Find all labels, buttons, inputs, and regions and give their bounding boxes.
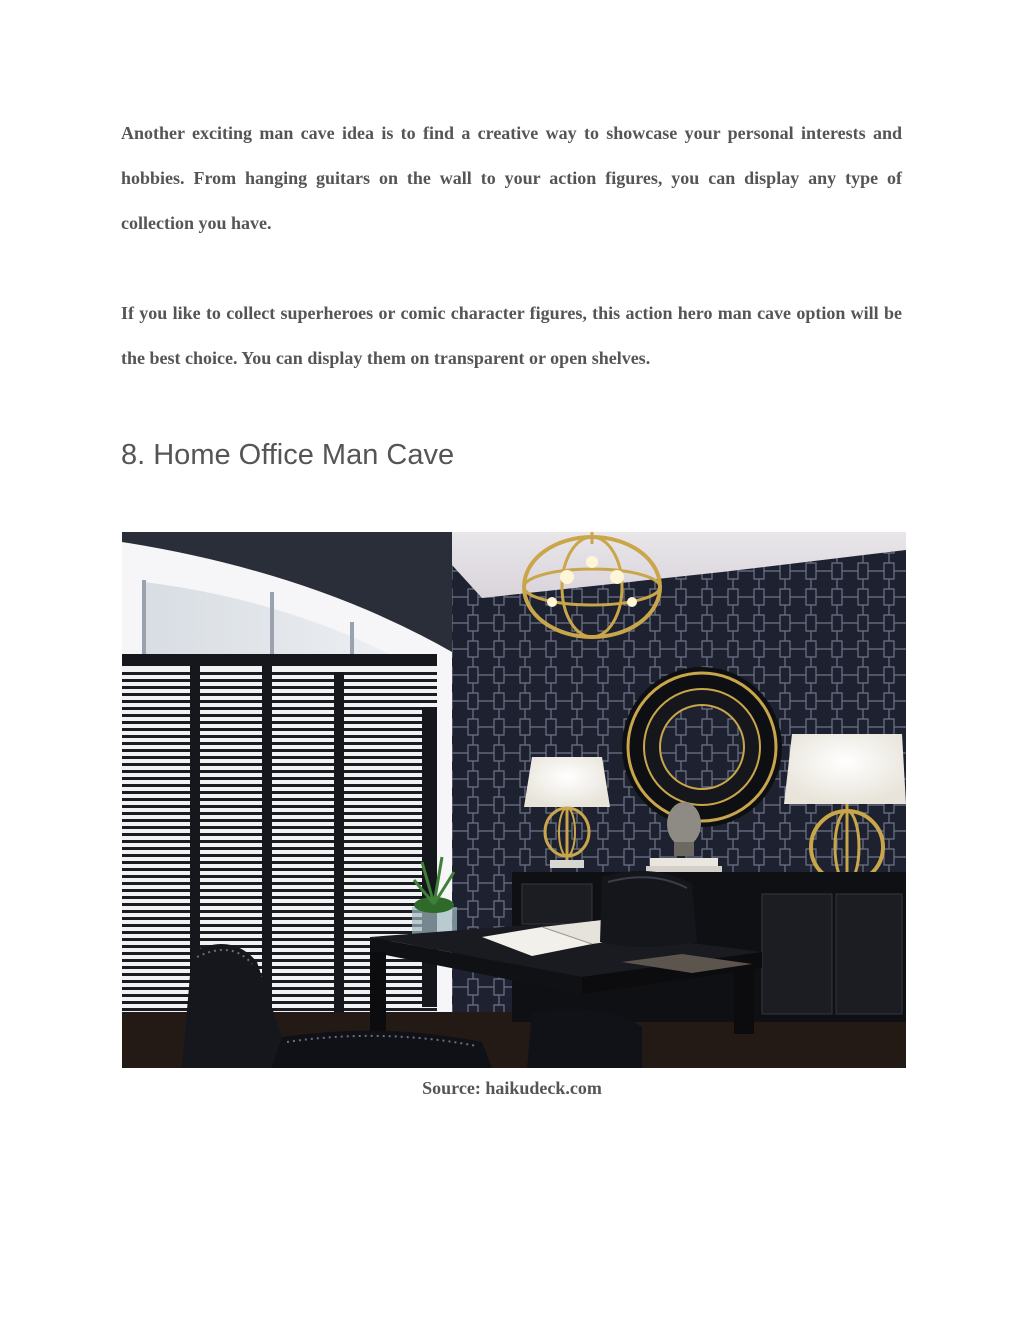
- section-heading: 8. Home Office Man Cave: [121, 439, 455, 471]
- blind-slat: [122, 987, 437, 990]
- blind-slat: [122, 707, 437, 710]
- blind-slat: [122, 1001, 437, 1004]
- blind-slat: [122, 889, 437, 892]
- blind-slat: [122, 882, 437, 885]
- blind-slat: [122, 742, 437, 745]
- blind-slat: [122, 735, 437, 738]
- blind-slat: [122, 994, 437, 997]
- blind-slat: [122, 917, 437, 920]
- blind-slat: [122, 980, 437, 983]
- blind-slat: [122, 826, 437, 829]
- blind-slat: [122, 833, 437, 836]
- blind-slat: [122, 693, 437, 696]
- blind-slat: [122, 770, 437, 773]
- blind-slat: [122, 777, 437, 780]
- blind-slat: [122, 763, 437, 766]
- blind-slat: [122, 931, 437, 934]
- blind-slat: [122, 910, 437, 913]
- blind-slat: [122, 798, 437, 801]
- home-office-photo: [122, 532, 906, 1068]
- blind-slat: [122, 924, 437, 927]
- blind-slat: [122, 1008, 437, 1011]
- blind-slat: [122, 700, 437, 703]
- blind-slat: [122, 672, 437, 675]
- home-office-illustration: [122, 532, 906, 1068]
- blind-slat: [122, 749, 437, 752]
- blind-slat: [122, 966, 437, 969]
- blind-slat: [122, 756, 437, 759]
- paragraph-action-hero: If you like to collect superheroes or comic character figures, this action hero man cave option will be the best choice. You can display them on transparent or open shelves.: [121, 303, 902, 368]
- blind-slat: [122, 714, 437, 717]
- blind-slat: [122, 819, 437, 822]
- blind-slat: [122, 679, 437, 682]
- blind-slat: [122, 875, 437, 878]
- blind-slat: [122, 861, 437, 864]
- round-mirror: [622, 667, 782, 827]
- blind-slat: [122, 840, 437, 843]
- blind-slat: [122, 903, 437, 906]
- blind-slat: [122, 812, 437, 815]
- blind-slat: [122, 896, 437, 899]
- blind-slat: [122, 791, 437, 794]
- blind-slat: [122, 868, 437, 871]
- blind-slat: [122, 686, 437, 689]
- blind-slat: [122, 973, 437, 976]
- blind-slat: [122, 784, 437, 787]
- image-caption: Source: haikudeck.com: [422, 1078, 602, 1098]
- blind-slat: [122, 805, 437, 808]
- blind-slat: [122, 959, 437, 962]
- blind-slat: [122, 847, 437, 850]
- blind-slat: [122, 854, 437, 857]
- paragraph-showcase-interests: Another exciting man cave idea is to find a creative way to showcase your personal interests and hobbies. From hanging guitars on the wall to your action figures, you can display any type of collection you have.: [121, 123, 902, 233]
- window-blinds: [122, 672, 437, 1011]
- blind-slat: [122, 728, 437, 731]
- blind-slat: [122, 721, 437, 724]
